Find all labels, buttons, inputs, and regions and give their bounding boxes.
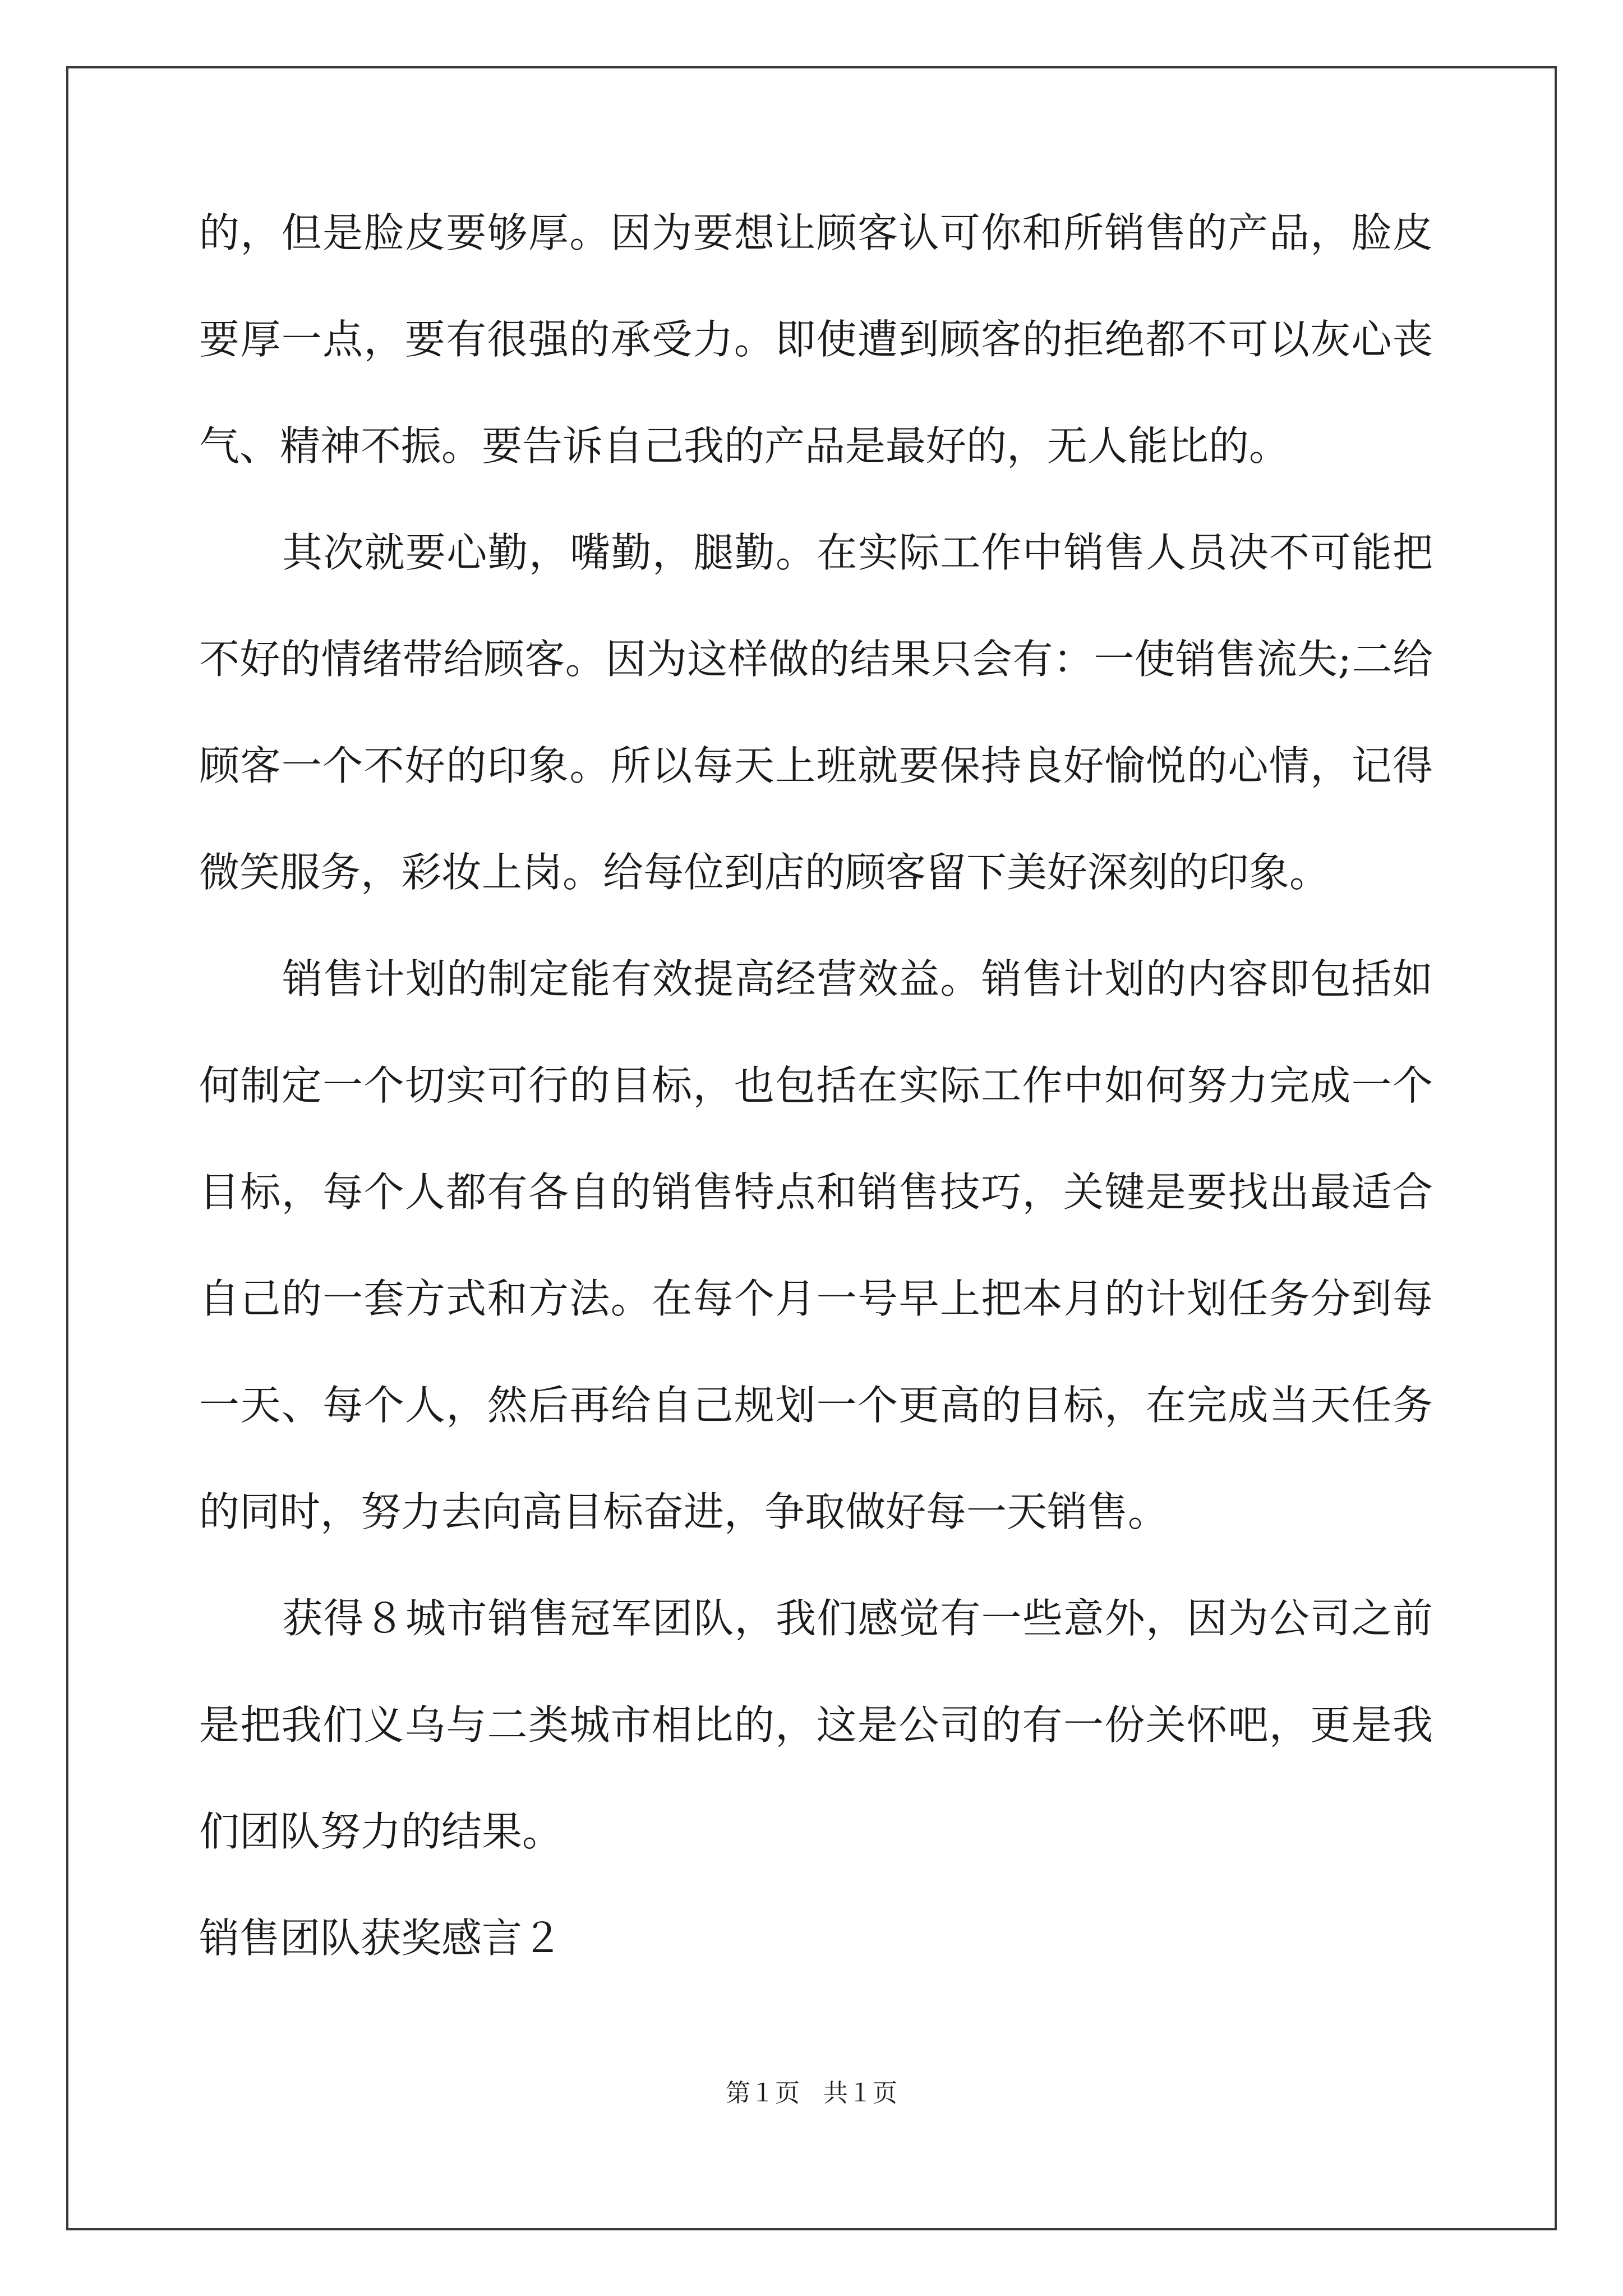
paragraph-1-line-2: 要厚一点，要有很强的承受力。即使遭到顾客的拒绝都不可以灰心丧 [199,316,1433,363]
paragraph-4-line-2: 是把我们义乌与二类城市相比的，这是公司的有一份关怀吧，更是我 [199,1701,1433,1749]
paragraph-1-line-3: 气、精神不振。要告诉自己我的产品是最好的，无人能比的。 [199,422,1290,470]
paragraph-3-line-1: 销售计划的制定能有效提高经营效益。销售计划的内容即包括如 [282,955,1433,1002]
paragraph-3-line-6: 的同时，努力去向高目标奋进，争取做好每一天销售。 [199,1488,1169,1535]
paragraph-3-line-2: 何制定一个切实可行的目标，也包括在实际工作中如何努力完成一个 [199,1062,1433,1109]
page-footer [0,2077,1623,2110]
section-heading: 销售团队获奖感言２ [199,1915,563,1962]
page-number: 第１页 [726,2079,800,2108]
paragraph-3-line-4: 自己的一套方式和方法。在每个月一号早上把本月的计划任务分到每 [199,1275,1433,1322]
paragraph-2-line-2: 不好的情绪带给顾客。因为这样做的结果只会有：一使销售流失;二给 [199,636,1433,683]
paragraph-3-line-5: 一天、每个人，然后再给自己规划一个更高的目标，在完成当天任务 [199,1382,1433,1429]
page-total: 共１页 [823,2079,897,2108]
paragraph-4-line-1: 获得８城市销售冠军团队，我们感觉有一些意外，因为公司之前 [282,1595,1433,1642]
paragraph-4-line-3: 们团队努力的结果。 [199,1808,563,1855]
paragraph-2-line-4: 微笑服务，彩妆上岗。给每位到店的顾客留下美好深刻的印象。 [199,849,1330,896]
paragraph-3-line-3: 目标，每个人都有各自的销售特点和销售技巧，关键是要找出最适合 [199,1168,1433,1216]
paragraph-1-line-1: 的，但是脸皮要够厚。因为要想让顾客认可你和所销售的产品，脸皮 [199,209,1433,256]
paragraph-2-line-3: 顾客一个不好的印象。所以每天上班就要保持良好愉悦的心情，记得 [199,742,1433,789]
paragraph-2-line-1: 其次就要心勤，嘴勤，腿勤。在实际工作中销售人员决不可能把 [282,529,1433,576]
